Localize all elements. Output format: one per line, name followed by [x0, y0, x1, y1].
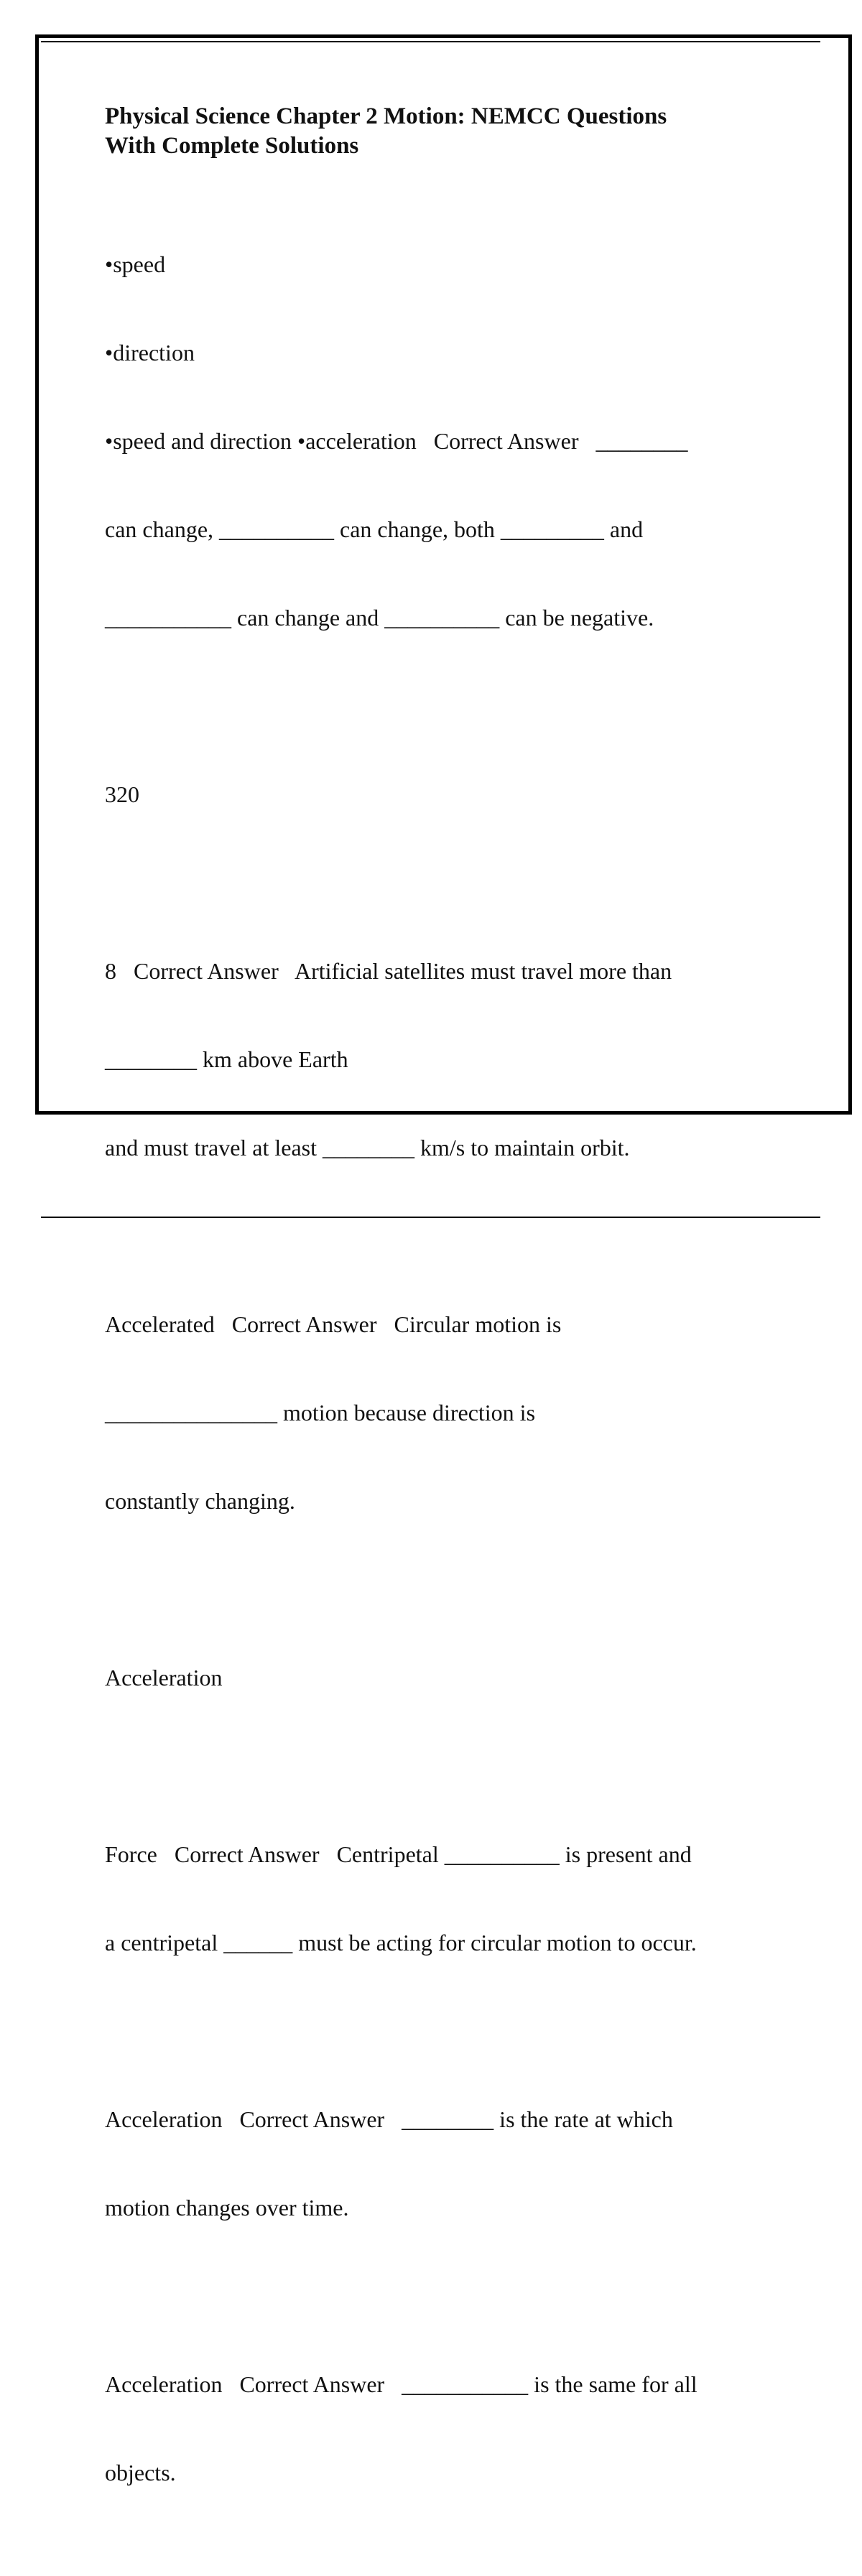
question-block-8	[105, 2311, 794, 2547]
text-line: Acceleration	[105, 1665, 223, 1691]
document-body	[105, 102, 794, 2576]
text-line: ___________ can change and __________ can be negative.	[105, 605, 654, 631]
question-block-4	[105, 1251, 794, 1575]
document-title	[105, 102, 794, 161]
text-line: and must travel at least ________ km/s to maintain orbit.	[105, 1135, 630, 1161]
text-line: Acceleration Correct Answer ________ is the rate at which	[105, 2106, 673, 2132]
text-line: constantly changing.	[105, 1488, 295, 1514]
text-line: objects.	[105, 2460, 176, 2486]
text-line: motion changes over time.	[105, 2195, 349, 2221]
title-line-2: With Complete Solutions	[105, 133, 359, 159]
bottom-page-rule	[41, 1217, 820, 1218]
text-line: •direction	[105, 340, 195, 366]
text-line: ________ km above Earth	[105, 1046, 348, 1072]
question-block-3	[105, 898, 794, 1222]
text-line: 8 Correct Answer Artificial satellites must travel more than	[105, 958, 672, 984]
text-line: •speed and direction •acceleration Correct Answer ________	[105, 428, 688, 454]
text-line: Force Correct Answer Centripetal __________ is present and	[105, 1841, 692, 1867]
text-line: •speed	[105, 251, 166, 277]
text-line: 320	[105, 781, 139, 807]
title-line-1: Physical Science Chapter 2 Motion: NEMCC Questions	[105, 103, 667, 129]
text-line: Acceleration Correct Answer ___________ is the same for all	[105, 2371, 698, 2397]
text-line: can change, __________ can change, both _________ and	[105, 516, 644, 542]
question-block-7	[105, 2046, 794, 2282]
text-line: Accelerated Correct Answer Circular motion is	[105, 1311, 562, 1337]
top-inner-rule	[41, 41, 820, 42]
text-line: a centripetal ______ must be acting for circular motion to occur.	[105, 1930, 697, 1956]
question-block-1	[105, 191, 794, 692]
text-line: _______________ motion because direction is	[105, 1400, 536, 1426]
question-block-2	[105, 721, 794, 868]
question-block-5	[105, 1604, 794, 1752]
question-block-6	[105, 1781, 794, 2017]
